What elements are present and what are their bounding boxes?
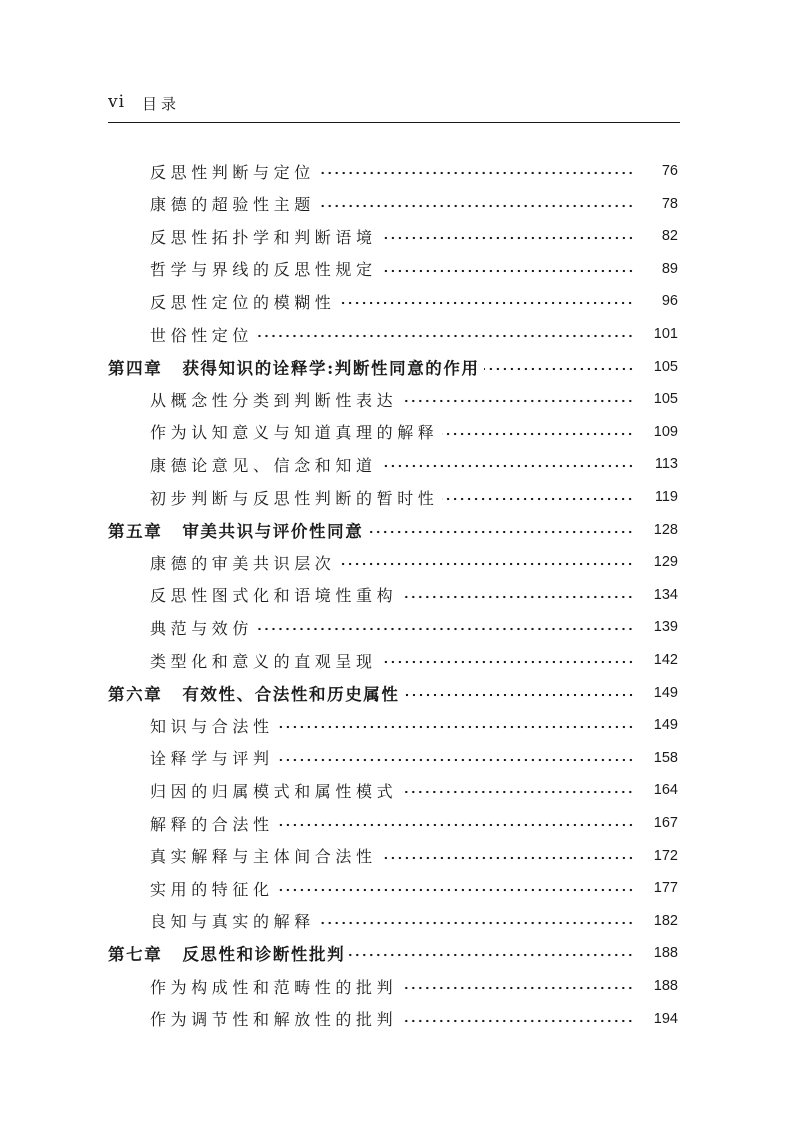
dot-leader: [319, 171, 634, 175]
toc-page-number: 164: [653, 782, 678, 799]
chapter-number: 第六章: [108, 684, 163, 704]
dot-leader: [381, 660, 634, 664]
toc-section-entry[interactable]: [150, 420, 678, 444]
section-title: 良知与真实的解释: [150, 912, 315, 932]
dot-leader: [401, 595, 634, 599]
toc-page-number: 188: [653, 978, 678, 994]
chapter-number: 第七章: [108, 945, 163, 965]
dot-leader: [339, 301, 634, 305]
toc-section-entry[interactable]: [150, 583, 678, 607]
chapter-number: 第四章: [108, 358, 163, 378]
dot-leader: [442, 497, 634, 501]
section-title: 反思性定位的模糊性: [150, 292, 336, 312]
toc-page-number: 89: [661, 260, 678, 277]
toc-section-entry[interactable]: [150, 974, 678, 998]
toc-section-entry[interactable]: [150, 876, 678, 900]
section-title: 世俗性定位: [150, 325, 254, 345]
dot-leader: [442, 432, 634, 436]
page-number: vi: [108, 92, 126, 112]
dot-leader: [339, 562, 634, 566]
toc-section-entry[interactable]: [150, 746, 678, 770]
toc-page-number: 172: [653, 847, 678, 864]
dot-leader: [401, 790, 634, 794]
toc-section-entry[interactable]: [150, 1007, 678, 1031]
toc-section-entry[interactable]: [150, 648, 678, 672]
dot-leader: [381, 856, 634, 860]
toc-page-number: 177: [653, 880, 678, 897]
toc-section-entry[interactable]: [150, 778, 678, 802]
toc-page-number: 76: [661, 163, 678, 179]
dot-leader: [278, 725, 634, 729]
running-header: [108, 92, 680, 123]
dot-leader: [401, 1019, 634, 1023]
toc-page-number: 188: [653, 945, 678, 962]
toc-page-number: 167: [653, 815, 678, 831]
chapter-title: 反思性和诊断性批判: [182, 945, 346, 965]
toc-section-entry[interactable]: [150, 844, 678, 868]
section-title: 康德论意见、信念和知道: [150, 455, 377, 475]
toc-section-entry[interactable]: [150, 713, 678, 737]
section-title: 真实解释与主体间合法性: [150, 847, 377, 867]
toc-section-entry[interactable]: [150, 909, 678, 933]
toc-page-number: 105: [653, 391, 678, 408]
toc-page-number: 109: [653, 423, 678, 440]
chapter-number: 第五章: [108, 521, 163, 541]
section-title: 反思性拓扑学和判断语境: [150, 227, 377, 247]
toc-section-entry[interactable]: [150, 322, 678, 346]
dot-leader: [401, 399, 634, 403]
section-title: 归因的归属模式和属性模式: [150, 781, 398, 801]
toc-chapter-entry[interactable]: [108, 518, 678, 542]
dot-leader: [257, 627, 634, 631]
section-title: 从概念性分类到判断性表达: [150, 390, 398, 410]
toc-page-number: 134: [653, 586, 678, 603]
toc-page-number: 78: [661, 195, 678, 212]
section-title: 哲学与界线的反思性规定: [150, 260, 377, 280]
dot-leader: [257, 334, 634, 338]
chapter-title: 有效性、合法性和历史属性: [182, 684, 400, 704]
toc-page-number: 101: [653, 326, 678, 342]
chapter-title: 审美共识与评价性同意: [182, 521, 364, 541]
toc-chapter-entry[interactable]: [108, 681, 678, 705]
toc-section-entry[interactable]: [150, 387, 678, 411]
section-title: 作为构成性和范畴性的批判: [150, 977, 398, 997]
toc-section-entry[interactable]: [150, 159, 678, 183]
section-title: 典范与效仿: [150, 618, 254, 638]
toc-chapter-entry[interactable]: [108, 941, 678, 965]
chapter-title: 获得知识的诠释学:判断性同意的作用: [182, 358, 480, 378]
toc-page-number: 128: [653, 521, 678, 538]
section-title: 解释的合法性: [150, 814, 274, 834]
section-title: 康德的审美共识层次: [150, 553, 336, 573]
toc-page-number: 194: [653, 1010, 678, 1027]
toc-chapter-entry[interactable]: [108, 355, 678, 379]
toc-page-number: 96: [661, 293, 678, 310]
toc-section-entry[interactable]: [150, 289, 678, 313]
section-title: 康德的超验性主题: [150, 195, 315, 215]
toc-page-number: 129: [653, 554, 678, 571]
toc-section-entry[interactable]: [150, 811, 678, 835]
toc-page-number: 82: [661, 228, 678, 245]
section-title: 作为认知意义与知道真理的解释: [150, 423, 439, 443]
dot-leader: [319, 921, 634, 925]
section-title: 反思性判断与定位: [150, 162, 315, 182]
toc-page-number: 119: [654, 489, 678, 505]
toc-page-number: 182: [653, 912, 678, 929]
dot-leader: [381, 269, 634, 273]
toc-section-entry[interactable]: [150, 485, 678, 509]
section-title: 反思性图式化和语境性重构: [150, 586, 398, 606]
toc-page-number: 149: [653, 717, 678, 734]
dot-leader: [367, 530, 634, 534]
toc-page-number: 139: [653, 619, 678, 636]
dot-leader: [319, 204, 634, 208]
toc-page-number: 105: [653, 358, 678, 375]
dot-leader: [278, 888, 634, 892]
toc-section-entry[interactable]: [150, 615, 678, 639]
dot-leader: [381, 464, 634, 468]
dot-leader: [349, 953, 634, 957]
section-title: 作为调节性和解放性的批判: [150, 1010, 398, 1030]
dot-leader: [381, 236, 634, 240]
dot-leader: [484, 367, 634, 371]
section-title: 诠释学与评判: [150, 749, 274, 769]
section-title: 实用的特征化: [150, 879, 274, 899]
toc-page-number: 158: [653, 749, 678, 766]
dot-leader: [278, 823, 634, 827]
toc-section-entry[interactable]: [150, 192, 678, 216]
toc-section-entry[interactable]: [150, 452, 678, 476]
running-title: 目录: [142, 95, 181, 113]
toc-page-number: 142: [653, 652, 678, 668]
section-title: 初步判断与反思性判断的暂时性: [150, 488, 439, 508]
toc-section-entry[interactable]: [150, 224, 678, 248]
toc-page-number: 113: [654, 456, 678, 473]
dot-leader: [404, 693, 634, 697]
dot-leader: [401, 986, 634, 990]
toc-section-entry[interactable]: [150, 257, 678, 281]
section-title: 知识与合法性: [150, 716, 274, 736]
toc-page-number: 149: [653, 684, 678, 701]
dot-leader: [278, 758, 634, 762]
toc-section-entry[interactable]: [150, 550, 678, 574]
section-title: 类型化和意义的直观呈现: [150, 651, 377, 671]
